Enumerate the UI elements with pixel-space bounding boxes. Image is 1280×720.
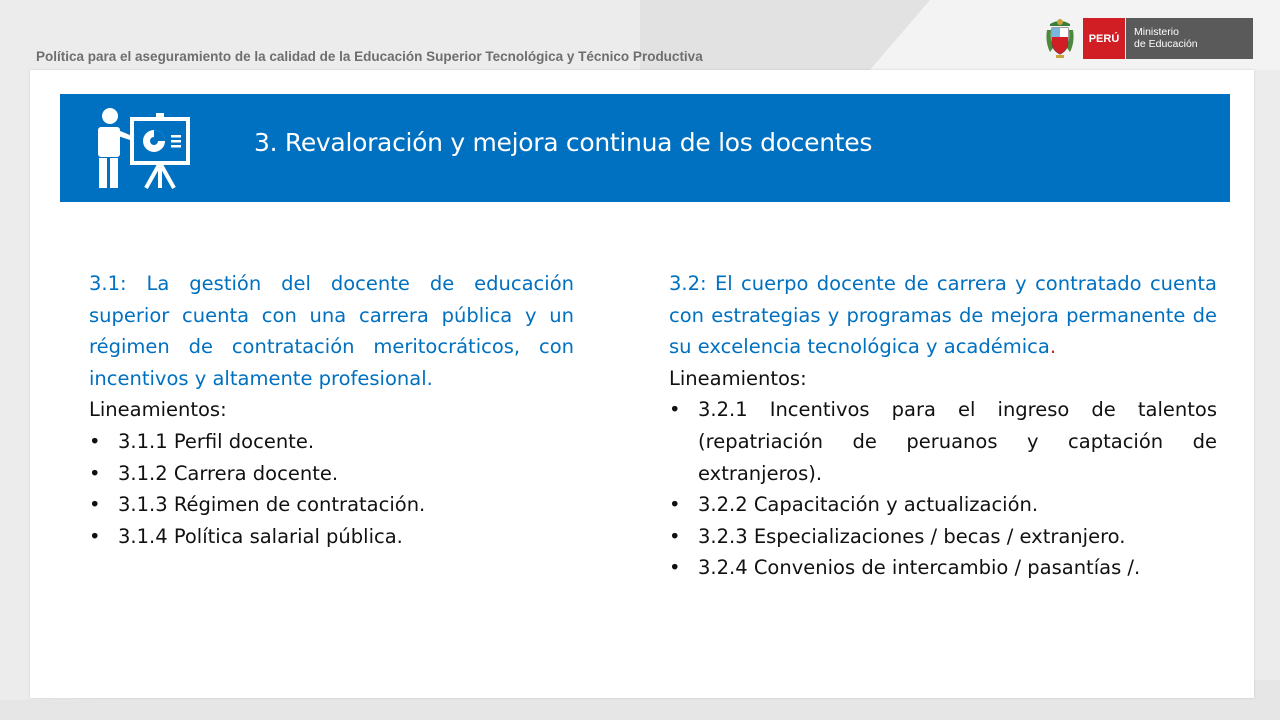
ministry-line-1: Ministerio — [1134, 26, 1179, 38]
minedu-logo — [1044, 18, 1253, 59]
list-item: • 3.1.4 Política salarial pública. — [89, 521, 574, 553]
list-item: • 3.1.2 Carrera docente. — [89, 458, 574, 490]
coat-of-arms-icon — [1044, 18, 1076, 59]
peru-label: PERÚ — [1083, 18, 1125, 59]
list-item: • 3.2.2 Capacitación y actualización. — [669, 489, 1217, 521]
list-item: • 3.2.4 Convenios de intercambio / pasantías /. — [669, 552, 1217, 584]
lineamientos-list — [89, 426, 574, 552]
lineamientos-list — [669, 394, 1217, 584]
section-title: 3. Revaloración y mejora continua de los docentes — [254, 128, 873, 157]
section-header — [60, 94, 1230, 202]
objective-heading: 3.1: La gestión del docente de educación superior cuenta con una carrera pública y un régimen de contratación meritocráticos, con incentivos y altamente profesional. — [89, 272, 574, 390]
teacher-presentation-icon — [96, 106, 192, 190]
document-title: Política para el aseguramiento de la calidad de la Educación Superior Tecnológica y Técnico Productiva — [36, 49, 703, 64]
heading-end-mark: . — [1049, 335, 1057, 359]
list-item: • 3.1.1 Perfil docente. — [89, 426, 574, 458]
objective-3-1 — [89, 268, 574, 552]
list-item: • 3.1.3 Régimen de contratación. — [89, 489, 574, 521]
list-item: • 3.2.1 Incentivos para el ingreso de talentos (repatriación de peruanos y captación de extranjeros). — [669, 394, 1217, 489]
list-item: • 3.2.3 Especializaciones / becas / extranjero. — [669, 521, 1217, 553]
lineamientos-label: Lineamientos: — [89, 398, 227, 422]
ministry-label — [1126, 18, 1253, 59]
lineamientos-label: Lineamientos: — [669, 366, 807, 390]
objective-3-2 — [669, 268, 1217, 584]
objective-heading-text: 3.2: El cuerpo docente de carrera y contratado cuenta con estrategias y programas de mejora permanente de su excelencia tecnológica y académica — [669, 272, 1217, 359]
ministry-line-2: de Educación — [1134, 38, 1198, 50]
objective-heading — [669, 268, 1217, 363]
